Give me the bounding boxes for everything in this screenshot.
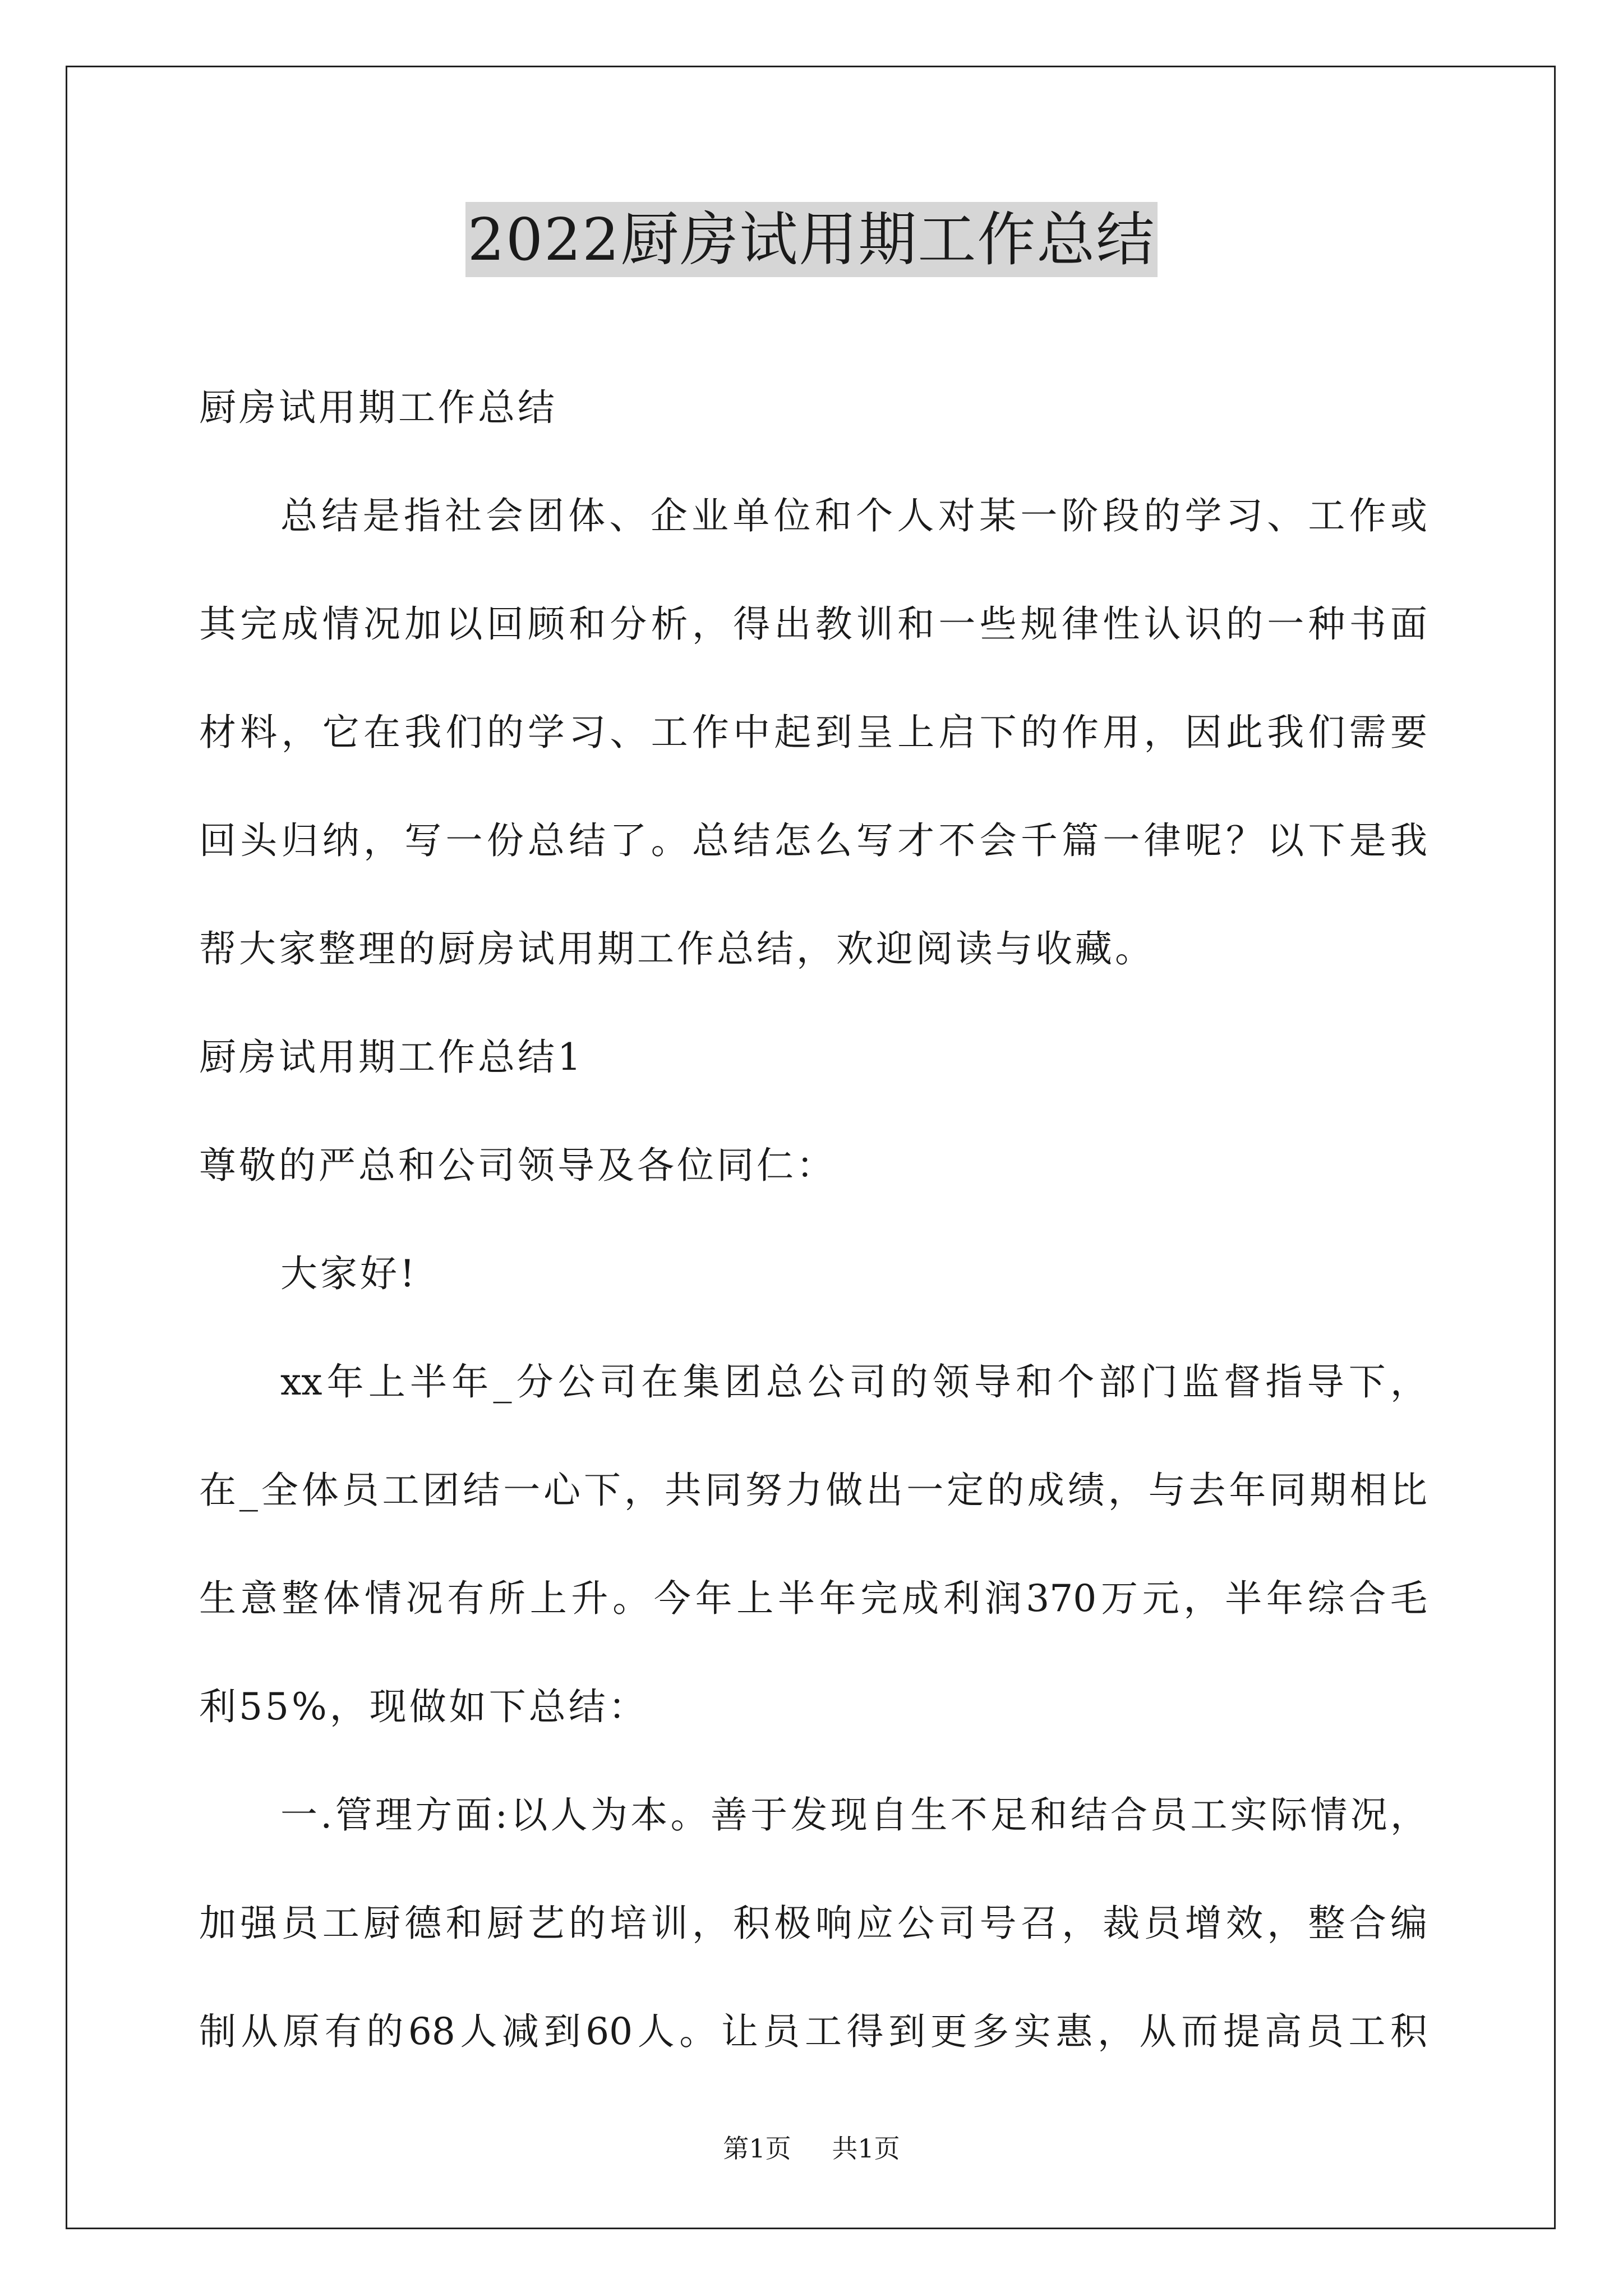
- management-line-2: 加强员工厨德和厨艺的培训，积极响应公司号召，裁员增效，整合编: [199, 1902, 1427, 1945]
- management-line-1: 一.管理方面:以人为本。善于发现自生不足和结合员工实际情况，: [280, 1793, 1427, 1837]
- greeting-line: 大家好!: [280, 1252, 418, 1295]
- body-line-1: xx年上半年_分公司在集团总公司的领导和个部门监督指导下，: [280, 1360, 1427, 1404]
- body-line-2: 在_全体员工团结一心下，共同努力做出一定的成绩，与去年同期相比: [199, 1469, 1427, 1512]
- page-number: 第1页: [723, 2133, 791, 2164]
- page-total: 共1页: [832, 2133, 900, 2164]
- intro-line-1: 总结是指社会团体、企业单位和个人对某一阶段的学习、工作或: [280, 494, 1427, 537]
- intro-line-4: 回头归纳，写一份总结了。总结怎么写才不会千篇一律呢？以下是我: [199, 819, 1427, 862]
- body-line-3: 生意整体情况有所上升。今年上半年完成利润370万元，半年综合毛: [199, 1577, 1427, 1620]
- document-title: 2022厨房试用期工作总结: [465, 202, 1158, 277]
- management-line-3: 制从原有的68人减到60人。让员工得到更多实惠，从而提高员工积: [199, 2010, 1427, 2053]
- intro-line-5: 帮大家整理的厨房试用期工作总结，欢迎阅读与收藏。: [199, 927, 1155, 970]
- page-footer: [0, 2132, 1623, 2165]
- subtitle-line: 厨房试用期工作总结: [199, 386, 557, 429]
- body-line-4: 利55%，现做如下总结：: [199, 1685, 648, 1728]
- intro-line-2: 其完成情况加以回顾和分析，得出教训和一些规律性认识的一种书面: [199, 602, 1427, 646]
- document-body: [199, 353, 1427, 2086]
- title-area: [0, 202, 1623, 277]
- section-heading: 厨房试用期工作总结1: [199, 1036, 584, 1079]
- intro-line-3: 材料，它在我们的学习、工作中起到呈上启下的作用，因此我们需要: [199, 711, 1427, 754]
- salutation-line: 尊敬的严总和公司领导及各位同仁：: [199, 1144, 836, 1187]
